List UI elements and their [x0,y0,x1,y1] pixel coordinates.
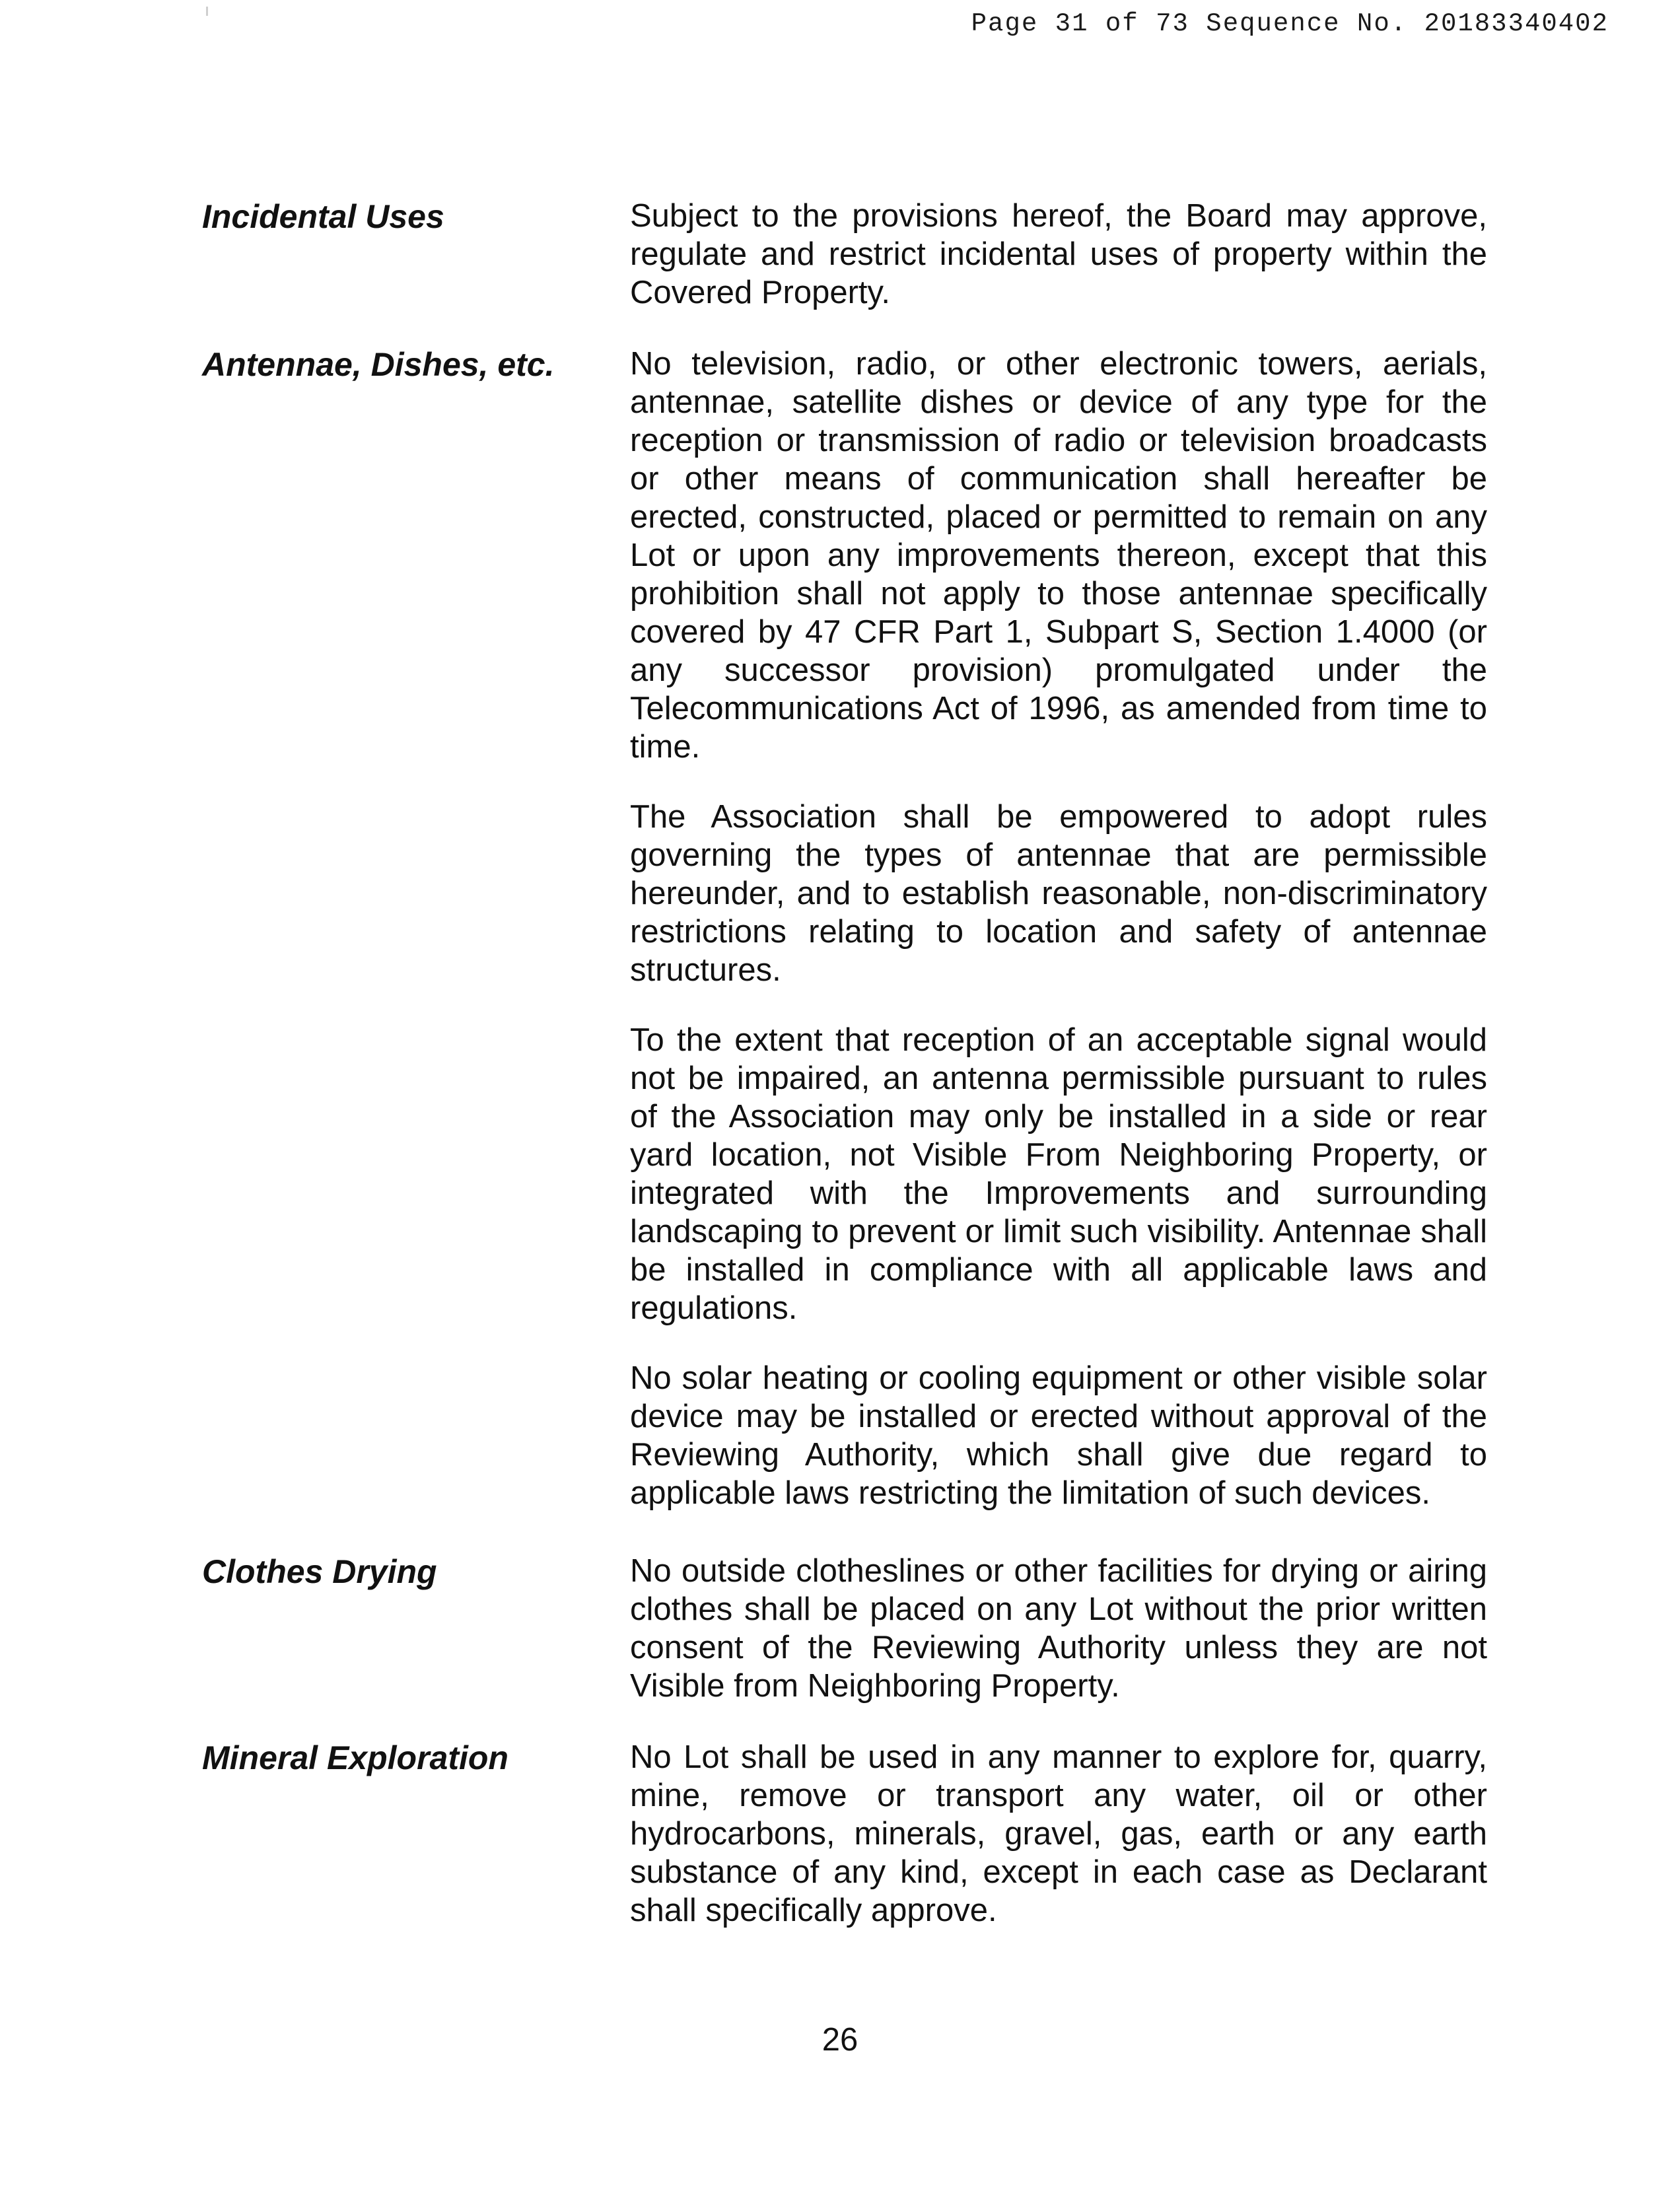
section-body [630,197,1487,343]
paragraph: Subject to the provisions hereof, the Board may approve, regulate and restrict incidental uses of property within the Covered Property. [630,198,1487,310]
paragraph: No solar heating or cooling equipment or other visible solar device may be installed or erected without approval of the Reviewing Authority, which shall give due regard to applicable laws restricting the limitation of such devices. [630,1360,1487,1511]
paragraph: No television, radio, or other electronic towers, aerials, antennae, satellite dishes or device of any type for the reception or transmission of radio or television broadcasts or other means of communication shall hereafter be erected, constructed, placed or permitted to remain on any Lot or upon any improvements thereon, except that this prohibition shall not apply to those antennae specifically covered by 47 CFR Part 1, Subpart S, Section 1.4000 (or any successor provision) promulgated under the Telecommunications Act of 1996, as amended from time to time. [630,346,1487,765]
section-heading: Mineral Exploration [202,1739,508,1776]
section-heading: Antennae, Dishes, etc. [202,346,555,383]
paragraph: To the extent that reception of an acceptable signal would not be impaired, an antenna permissible pursuant to rules of the Association may only be installed in a side or rear yard location, not Visible From Neighboring Property, or integrated with the Improvements and surrounding landscaping to prevent or limit such visibility. Antennae shall be installed in compliance with all applicable laws and regulations. [630,1022,1487,1326]
section-heading: Incidental Uses [202,198,444,235]
section-heading: Clothes Drying [202,1553,437,1590]
page-sequence-header: Page 31 of 73 Sequence No. 20183340402 [971,9,1609,38]
section-body [630,345,1487,1544]
section-body [630,1552,1487,1737]
paragraph: The Association shall be empowered to adopt rules governing the types of antennae that are permissible hereunder, and to establish reasonable, non-discriminatory restrictions relating to location and safety of antennae structures. [630,799,1487,988]
section-body [630,1738,1487,1961]
paragraph: No Lot shall be used in any manner to explore for, quarry, mine, remove or transport any water, oil or other hydrocarbons, minerals, gravel, gas, earth or any earth substance of any kind, except in each case as Declarant shall specifically approve. [630,1739,1487,1928]
page-number: 26 [822,2022,858,2058]
paragraph: No outside clotheslines or other facilities for drying or airing clothes shall be placed on any Lot without the prior written consent of the Reviewing Authority unless they are not Visible from Neighboring Property. [630,1553,1487,1704]
scan-artifact-mark [206,7,208,16]
